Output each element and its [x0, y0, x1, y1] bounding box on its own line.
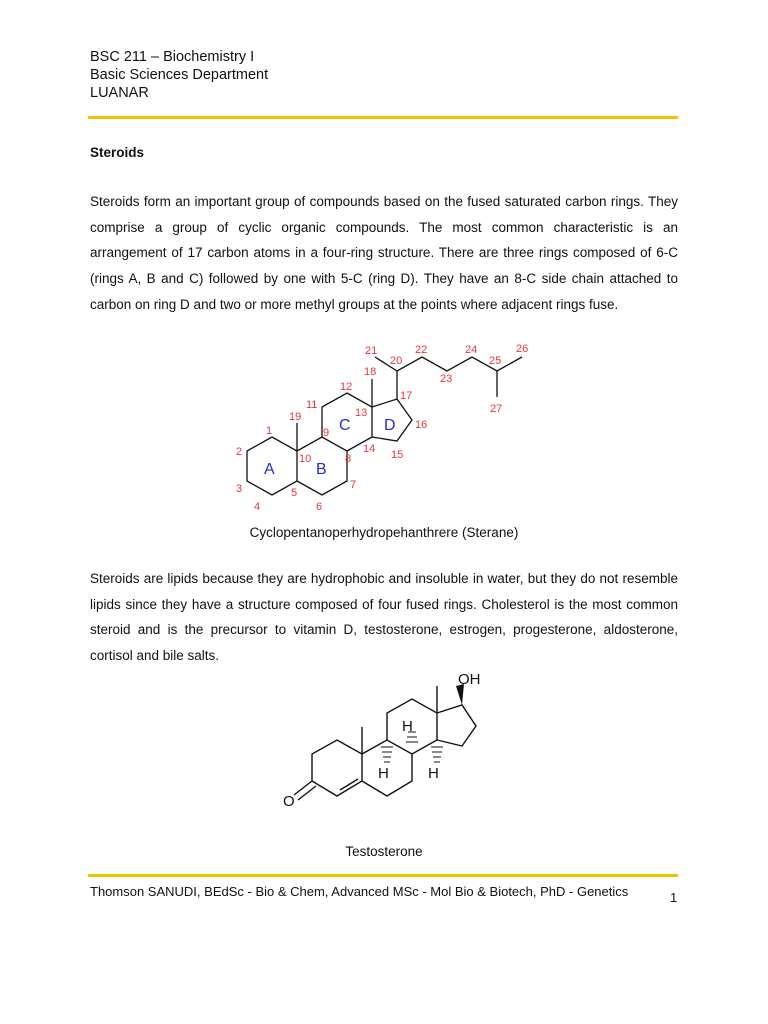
header-rule — [88, 116, 678, 119]
carbon-number: 4 — [254, 501, 261, 513]
hydrogen-label: H — [378, 765, 389, 782]
carbon-number: 3 — [236, 483, 243, 495]
carbon-number: 6 — [316, 501, 323, 513]
carbon-number: 27 — [490, 403, 503, 415]
paragraph-intro: Steroids form an important group of compounds based on the fused saturated carbon rings. They comprise a group of cyclic organic compounds. The most common characteristic is an arrangement of 17 carbon atoms in a four-ring structure. There are three rings composed of 6-C (rings A, B and C) followed by one with 5-C (ring D). They have an 8-C side chain attached to carbon on ring D and two or more methyl groups at the points where adjacent rings fuse. — [90, 194, 678, 312]
carbon-number: 18 — [364, 366, 377, 378]
carbon-number: 7 — [350, 479, 357, 491]
footer-rule — [88, 874, 678, 877]
carbon-number: 12 — [340, 381, 353, 393]
ring-label-b: B — [316, 461, 327, 478]
carbon-number: 2 — [236, 446, 243, 458]
department-name: Basic Sciences Department — [90, 67, 269, 83]
carbon-number: 1 — [266, 425, 273, 437]
paragraph-lipids: Steroids are lipids because they are hydrophobic and insoluble in water, but they do not resemble lipids since they have a structure composed of four fused rings. Cholesterol is the most common steroid and is the precursor to vitamin D, testosterone, estrogen, progesterone, aldosterone, cortisol and bile salts. — [90, 571, 678, 664]
carbon-number: 22 — [415, 344, 428, 356]
carbon-number: 10 — [299, 453, 312, 465]
carbon-number: 17 — [400, 390, 413, 402]
ring-label-c: C — [339, 417, 351, 434]
sterane-structure-figure — [220, 335, 550, 515]
carbon-number: 26 — [516, 343, 529, 355]
section-title: Steroids — [90, 145, 145, 160]
carbon-number: 23 — [440, 373, 453, 385]
carbon-number: 20 — [390, 355, 403, 367]
carbon-number: 19 — [289, 411, 302, 423]
ring-label-d: D — [384, 417, 396, 434]
carbon-number: 8 — [345, 453, 352, 465]
hydroxyl-label: OH — [458, 671, 481, 688]
institution-name: LUANAR — [90, 85, 149, 101]
carbon-number: 16 — [415, 419, 428, 431]
footer-author: Thomson SANUDI, BEdSc - Bio & Chem, Advanced MSc - Mol Bio & Biotech, PhD - Genetics — [90, 884, 629, 899]
page-header — [90, 48, 268, 102]
testosterone-structure-figure — [278, 665, 498, 815]
page-number: 1 — [670, 890, 678, 905]
ring-label-a: A — [264, 461, 275, 478]
carbon-number: 9 — [323, 427, 330, 439]
carbon-number: 5 — [291, 487, 298, 499]
carbon-number: 24 — [465, 344, 478, 356]
hydrogen-label: H — [402, 718, 413, 735]
oxygen-label: O — [283, 793, 295, 810]
carbon-number: 14 — [363, 443, 376, 455]
course-title: BSC 211 – Biochemistry I — [90, 49, 255, 65]
hydrogen-label: H — [428, 765, 439, 782]
sterane-caption: Cyclopentanoperhydropehanthrere (Sterane) — [249, 525, 519, 540]
carbon-number: 15 — [391, 449, 404, 461]
testosterone-caption: Testosterone — [345, 844, 423, 859]
carbon-number: 11 — [306, 399, 318, 411]
carbon-number: 25 — [489, 355, 502, 367]
carbon-number: 13 — [355, 407, 368, 419]
carbon-number: 21 — [365, 345, 378, 357]
